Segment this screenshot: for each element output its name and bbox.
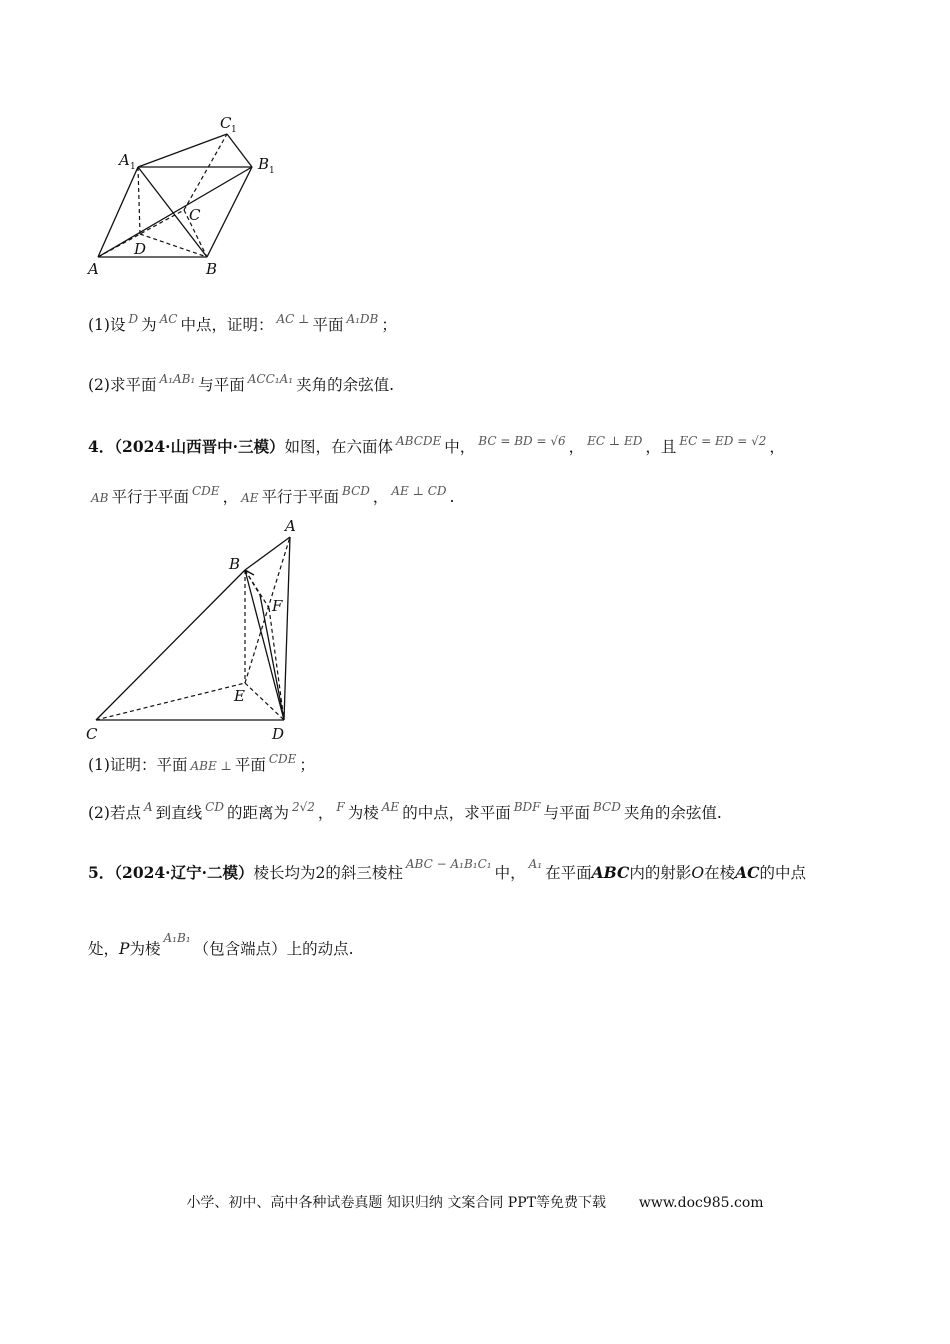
text: 在棱 bbox=[704, 864, 736, 882]
text: 棱长均为 bbox=[253, 864, 316, 882]
q4-part2 bbox=[88, 802, 722, 825]
label-D: D bbox=[272, 725, 285, 743]
math: AE bbox=[381, 800, 400, 814]
text: 中点，证明： bbox=[180, 316, 274, 334]
text: (1)证明：平面 bbox=[88, 756, 188, 774]
text: AC bbox=[735, 863, 760, 882]
math: AC ⊥ bbox=[276, 312, 310, 326]
text: 在平面 bbox=[545, 864, 592, 882]
text: 到直线 bbox=[155, 804, 203, 822]
math: AC bbox=[159, 312, 178, 326]
text: ， bbox=[222, 488, 239, 506]
math: ABC − A₁B₁C₁ bbox=[405, 857, 492, 871]
math: BCD bbox=[342, 484, 370, 498]
math: BDF bbox=[513, 800, 541, 814]
math: BC = BD = √6 bbox=[478, 434, 566, 448]
text: 平行于平面 bbox=[111, 488, 189, 506]
text: ， bbox=[372, 488, 389, 506]
text: 处， bbox=[88, 940, 120, 958]
q4-statement-line2 bbox=[88, 486, 454, 509]
text: O bbox=[691, 864, 705, 882]
text: ； bbox=[299, 756, 315, 774]
math: 2√2 bbox=[291, 800, 315, 814]
label-C: C bbox=[189, 206, 201, 224]
math: AE bbox=[241, 491, 259, 505]
text: 中， bbox=[444, 438, 476, 456]
text: 为 bbox=[141, 316, 157, 334]
math: ABCDE bbox=[396, 434, 442, 448]
footer-text: 小学、初中、高中各种试卷真题 知识归纳 文案合同 PPT等免费下载 bbox=[186, 1195, 606, 1211]
page-footer bbox=[0, 1192, 950, 1212]
math: BCD bbox=[593, 800, 621, 814]
text: P bbox=[119, 940, 130, 958]
footer-url[interactable]: www.doc985.com bbox=[638, 1195, 764, 1211]
math: EC = ED = √2 bbox=[679, 434, 767, 448]
math: CDE bbox=[268, 752, 297, 766]
text: 的距离为 bbox=[226, 804, 289, 822]
label-A1-sub: 1 bbox=[130, 162, 136, 172]
label-C1: C bbox=[220, 114, 232, 132]
text: 如图，在六面体 bbox=[284, 438, 393, 456]
math: AB bbox=[91, 491, 109, 505]
text: ； bbox=[381, 316, 397, 334]
text: 为棱 bbox=[347, 804, 379, 822]
math: CDE bbox=[192, 484, 220, 498]
text: 为棱 bbox=[129, 940, 161, 958]
label-A: A bbox=[88, 260, 99, 278]
math: ABE ⊥ bbox=[190, 759, 232, 773]
label-B: B bbox=[206, 260, 218, 278]
text: ， bbox=[568, 438, 585, 456]
text: ， bbox=[769, 438, 785, 456]
math: A₁ bbox=[528, 857, 543, 871]
text: （包含端点）上的动点. bbox=[193, 940, 354, 958]
label-F: F bbox=[272, 597, 283, 615]
q3-part2 bbox=[88, 374, 394, 397]
prism-figure bbox=[86, 112, 286, 282]
label-B1-sub: 1 bbox=[269, 166, 275, 176]
label-A1: A bbox=[119, 151, 130, 169]
text: 的斜三棱柱 bbox=[325, 864, 403, 882]
text: 夹角的余弦值. bbox=[623, 804, 722, 822]
label-A: A bbox=[285, 517, 296, 535]
question-source: （2024·辽宁·二模） bbox=[114, 863, 254, 882]
text: (1)设 bbox=[88, 316, 126, 334]
math: A₁AB₁ bbox=[159, 372, 196, 386]
math: F bbox=[336, 800, 345, 814]
text: 的中点 bbox=[759, 864, 806, 882]
math: CD bbox=[205, 800, 224, 814]
text: 与平面 bbox=[543, 804, 590, 822]
text: 平面 bbox=[312, 316, 344, 334]
math: D bbox=[128, 312, 139, 326]
text: (2)若点 bbox=[88, 804, 141, 822]
q5-statement-line2 bbox=[88, 931, 354, 961]
label-B1: B bbox=[258, 155, 270, 173]
text: . bbox=[449, 488, 455, 506]
question-source: （2024·山西晋中·三模） bbox=[114, 437, 285, 456]
label-D: D bbox=[134, 240, 147, 258]
text: 平行于平面 bbox=[261, 488, 340, 506]
q5-statement-line1 bbox=[88, 857, 806, 885]
label-E: E bbox=[234, 687, 245, 705]
math: EC ⊥ ED bbox=[587, 434, 643, 448]
text: (2)求平面 bbox=[88, 376, 157, 394]
text: 的中点，求平面 bbox=[402, 804, 511, 822]
math: A₁DB bbox=[346, 312, 379, 326]
text: 平面 bbox=[234, 756, 266, 774]
text: 2 bbox=[315, 864, 326, 882]
q4-part1 bbox=[88, 754, 315, 777]
text: ，且 bbox=[645, 438, 677, 456]
math: AE ⊥ CD bbox=[391, 484, 447, 498]
hexahedron-figure bbox=[80, 515, 310, 745]
label-B: B bbox=[229, 555, 241, 573]
text: 夹角的余弦值. bbox=[296, 376, 395, 394]
q4-statement-line1 bbox=[88, 436, 785, 459]
text: 与平面 bbox=[198, 376, 245, 394]
question-number: 5． bbox=[88, 863, 115, 882]
text: ， bbox=[317, 804, 334, 822]
question-number: 4． bbox=[88, 437, 115, 456]
text: ABC bbox=[591, 863, 630, 882]
math: A₁B₁ bbox=[163, 931, 191, 945]
math: ACC₁A₁ bbox=[247, 372, 294, 386]
text: 内的射影 bbox=[629, 864, 692, 882]
text: 中， bbox=[494, 864, 526, 882]
label-C: C bbox=[86, 725, 98, 743]
q3-part1 bbox=[88, 314, 397, 337]
label-C1-sub: 1 bbox=[231, 125, 237, 135]
math: A bbox=[143, 800, 153, 814]
